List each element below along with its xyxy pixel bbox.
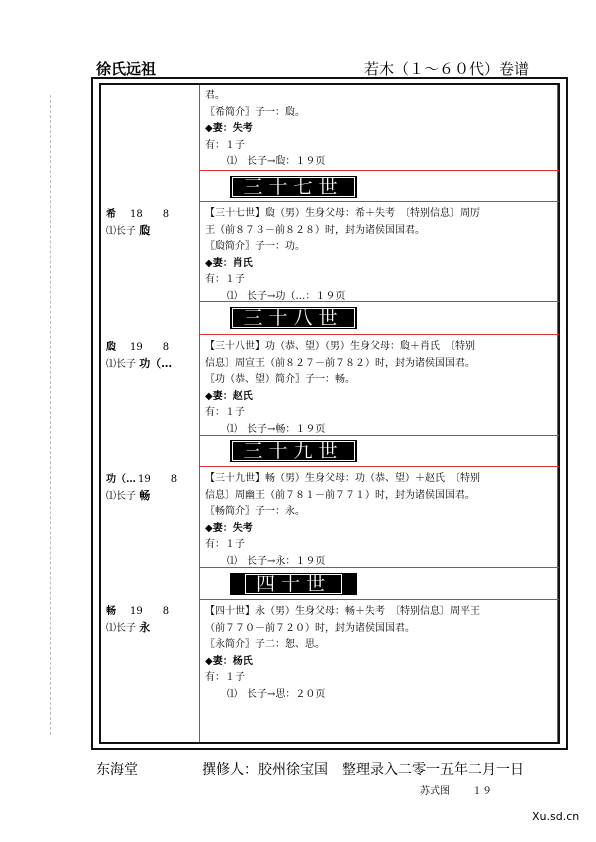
child-name: 永 xyxy=(139,621,151,634)
entry-line: 信息〕周宣王（前８２７－前７８２）时，封为诸侯国国君。 xyxy=(205,357,475,369)
entry-line: 有：１子 xyxy=(205,407,245,418)
continuation-block xyxy=(205,88,557,171)
ref-number: 18 xyxy=(130,209,143,220)
entry-line: 〖永简介〗子二：恕、思。 xyxy=(205,639,325,650)
generation-banner xyxy=(230,440,357,462)
ref-number: 8 xyxy=(162,606,170,617)
entry-line: 君。 xyxy=(205,90,225,101)
ref-number: 19 xyxy=(130,342,143,353)
entry-line: ⑴ 长子→瓝：１９页 xyxy=(227,156,326,167)
entry-line: ◆妻：杨氏 xyxy=(205,655,253,667)
child-label: ⑴长子 xyxy=(106,491,136,502)
column-divider-right xyxy=(557,85,558,742)
entry-line: 〖功（恭、望）简介〗子一：畅。 xyxy=(205,374,355,385)
entry-line: 王（前８７３－前８２８）时，封为诸侯国国君。 xyxy=(205,224,425,236)
person-entry xyxy=(205,206,557,305)
entry-line: ⑴ 长子→永：１９页 xyxy=(227,555,326,567)
entry-line: ◆妻：赵氏 xyxy=(205,390,253,402)
page-number: １９ xyxy=(472,786,492,797)
generation-title: 三十八世 xyxy=(232,308,354,328)
book-title: 若木（１～６０代）卷谱 xyxy=(364,60,530,78)
entry-line: ◆妻：肖氏 xyxy=(205,257,253,269)
separator xyxy=(199,201,559,202)
person-entry xyxy=(205,604,557,703)
lineage-cell xyxy=(106,604,188,637)
entry-line: 【三十九世】畅（男）生身父母：功（恭、望）＋赵氏 〔特别 xyxy=(205,473,480,484)
column-divider-left xyxy=(199,85,200,742)
generation-title: 三十九世 xyxy=(232,441,354,461)
child-label: ⑴长子 xyxy=(106,623,136,634)
entry-line: ⑴ 长子→畅：１９页 xyxy=(227,423,326,435)
entry-line: 有：１子 xyxy=(205,274,245,285)
entry-line: 【四十世】永（男）生身父母：畅＋失考 〔特别信息〕周平王 xyxy=(205,606,480,617)
binding-line xyxy=(50,95,51,735)
person-entry xyxy=(205,339,557,438)
generation-banner xyxy=(230,573,357,595)
generation-banner xyxy=(230,307,357,329)
lineage-cell xyxy=(106,340,188,373)
separator xyxy=(199,599,559,600)
parent-name: 希 xyxy=(106,209,116,220)
generation-banner xyxy=(230,176,357,198)
separator xyxy=(199,466,559,467)
lineage-cell xyxy=(106,472,196,505)
entry-line: 有：１子 xyxy=(205,139,245,151)
child-name: 畅 xyxy=(139,489,151,502)
entry-line: 〖畅简介〗子一：永。 xyxy=(205,506,305,517)
entry-line: 有：１子 xyxy=(205,539,245,550)
parent-name: 畅 xyxy=(106,606,116,617)
child-label: ⑴长子 xyxy=(106,359,136,370)
lineage-cell xyxy=(106,207,188,240)
entry-line: 信息〕周幽王（前７８１－前７７１）时，封为诸侯国国君。 xyxy=(205,489,475,501)
parent-name: 瓝 xyxy=(106,342,116,353)
entry-line: 〖希简介〗子一：瓝。 xyxy=(205,106,305,118)
generation-title: 四十世 xyxy=(245,574,342,594)
entry-line: ⑴ 长子→思：２０页 xyxy=(227,688,326,700)
entry-line: 有：１子 xyxy=(205,672,245,683)
child-name: 功（… xyxy=(139,357,173,370)
entry-line: ◆妻：失考 xyxy=(205,522,253,534)
ref-number: 19 xyxy=(138,474,151,485)
hall-name: 东海堂 xyxy=(96,762,138,778)
ref-number: 8 xyxy=(162,342,170,353)
generation-title: 三十七世 xyxy=(232,177,354,197)
entry-line: 〖瓝简介〗子一：功。 xyxy=(205,241,305,252)
entry-line: 【三十七世】瓝（男）生身父母：希＋失考 〔特别信息〕周厉 xyxy=(205,208,480,219)
child-name: 瓝 xyxy=(139,224,151,237)
chart-style: 苏式图 xyxy=(420,786,450,797)
clan-title: 徐氏远祖 xyxy=(96,60,157,78)
separator xyxy=(199,334,559,335)
entry-line: 【三十八世】功（恭、望）（男）生身父母：瓝＋肖氏 〔特别 xyxy=(205,341,475,352)
compiler-credit: 撰修人：胶州徐宝国 整理录入二零一五年二月一日 xyxy=(202,762,524,778)
entry-line: ◆妻：失考 xyxy=(205,123,253,134)
child-label: ⑴长子 xyxy=(106,226,136,237)
person-entry xyxy=(205,471,557,570)
page-footer xyxy=(420,782,492,797)
entry-line: （前７７０－前７２０）时，封为诸侯国国君。 xyxy=(205,622,415,634)
entry-line: ⑴ 长子→功（…：１９页 xyxy=(227,290,346,302)
ref-number: 19 xyxy=(130,606,143,617)
site-watermark: Xu.sd.cn xyxy=(532,810,580,823)
parent-name: 功（… xyxy=(106,474,136,485)
ref-number: 8 xyxy=(162,209,170,220)
ref-number: 8 xyxy=(170,474,178,485)
